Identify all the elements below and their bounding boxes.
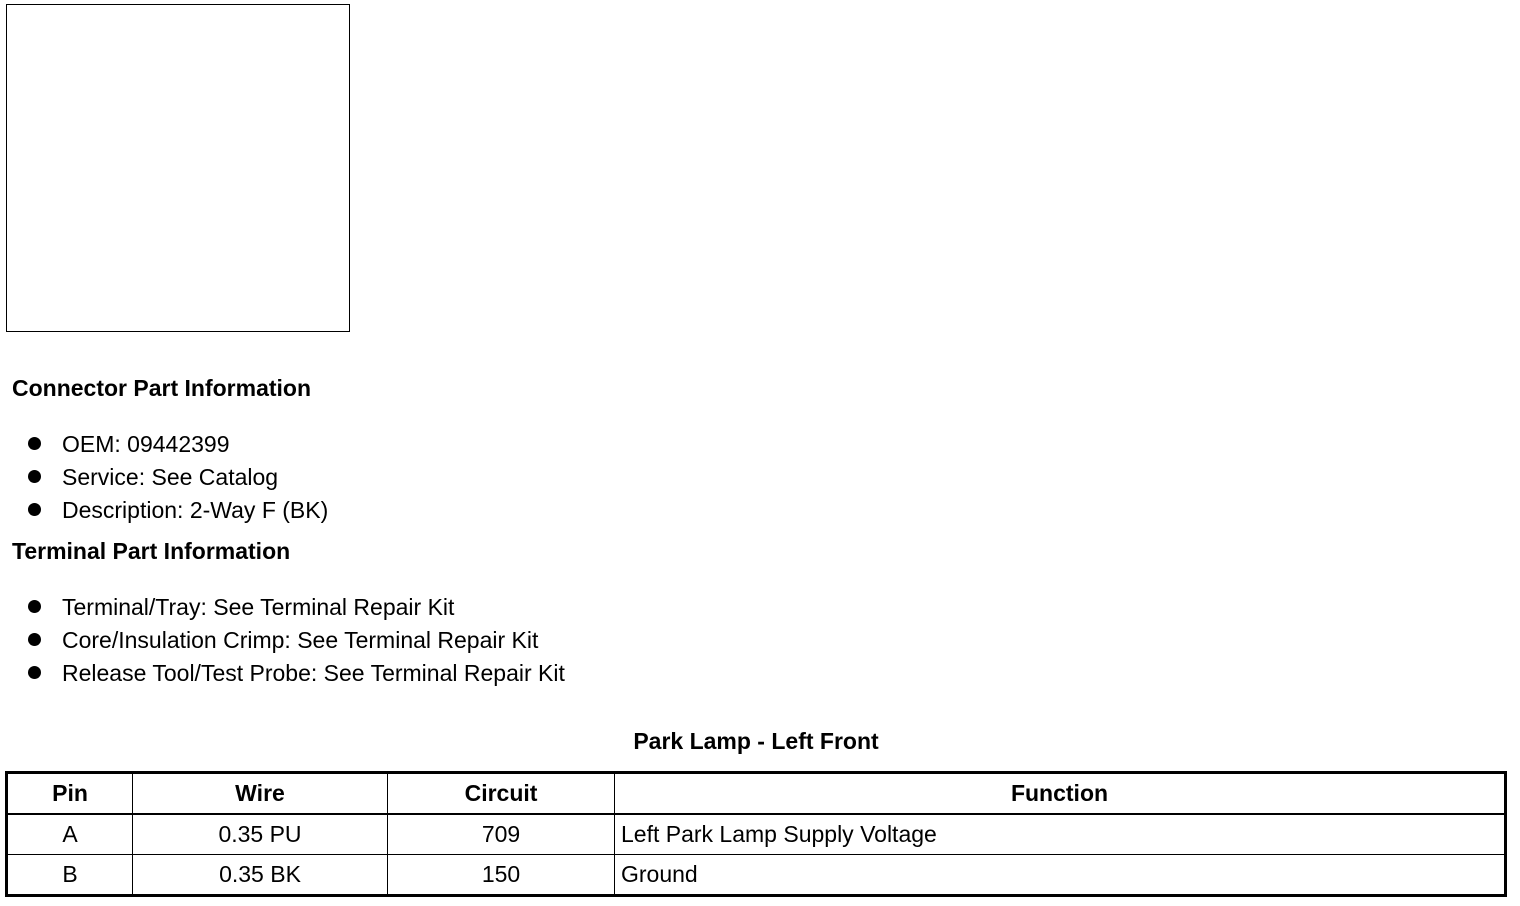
bullet-icon [28,633,41,646]
terminal-part-info-list [28,594,565,693]
cell-circuit: 150 [388,855,615,896]
cell-function: Left Park Lamp Supply Voltage [615,814,1506,855]
list-item [28,464,328,497]
list-item [28,627,565,660]
cell-circuit: 709 [388,814,615,855]
list-item [28,594,565,627]
list-item-text: OEM: 09442399 [62,431,230,457]
list-item-text: Release Tool/Test Probe: See Terminal Repair Kit [62,660,565,686]
cell-function: Ground [615,855,1506,896]
bullet-icon [28,437,41,450]
connector-part-info-heading: Connector Part Information [12,375,312,401]
table-header-row [7,773,1506,815]
list-item-text: Core/Insulation Crimp: See Terminal Repair Kit [62,627,539,653]
bullet-icon [28,666,41,679]
list-item-text: Service: See Catalog [62,464,279,490]
connector-image-placeholder [6,4,350,332]
column-header-function: Function [615,773,1506,815]
bullet-icon [28,600,41,613]
table-title: Park Lamp - Left Front [633,728,879,754]
column-header-wire: Wire [133,773,388,815]
table-row [7,855,1506,896]
list-item [28,497,328,530]
cell-pin: A [7,814,133,855]
column-header-circuit: Circuit [388,773,615,815]
list-item-text: Terminal/Tray: See Terminal Repair Kit [62,594,455,620]
column-header-pin: Pin [7,773,133,815]
list-item-text: Description: 2-Way F (BK) [62,497,329,523]
cell-wire: 0.35 BK [133,855,388,896]
cell-pin: B [7,855,133,896]
connector-part-info-list [28,431,328,530]
list-item [28,431,328,464]
pin-table [5,771,1507,897]
table-row [7,814,1506,855]
cell-wire: 0.35 PU [133,814,388,855]
list-item [28,660,565,693]
bullet-icon [28,503,41,516]
terminal-part-info-heading: Terminal Part Information [12,538,291,564]
bullet-icon [28,470,41,483]
